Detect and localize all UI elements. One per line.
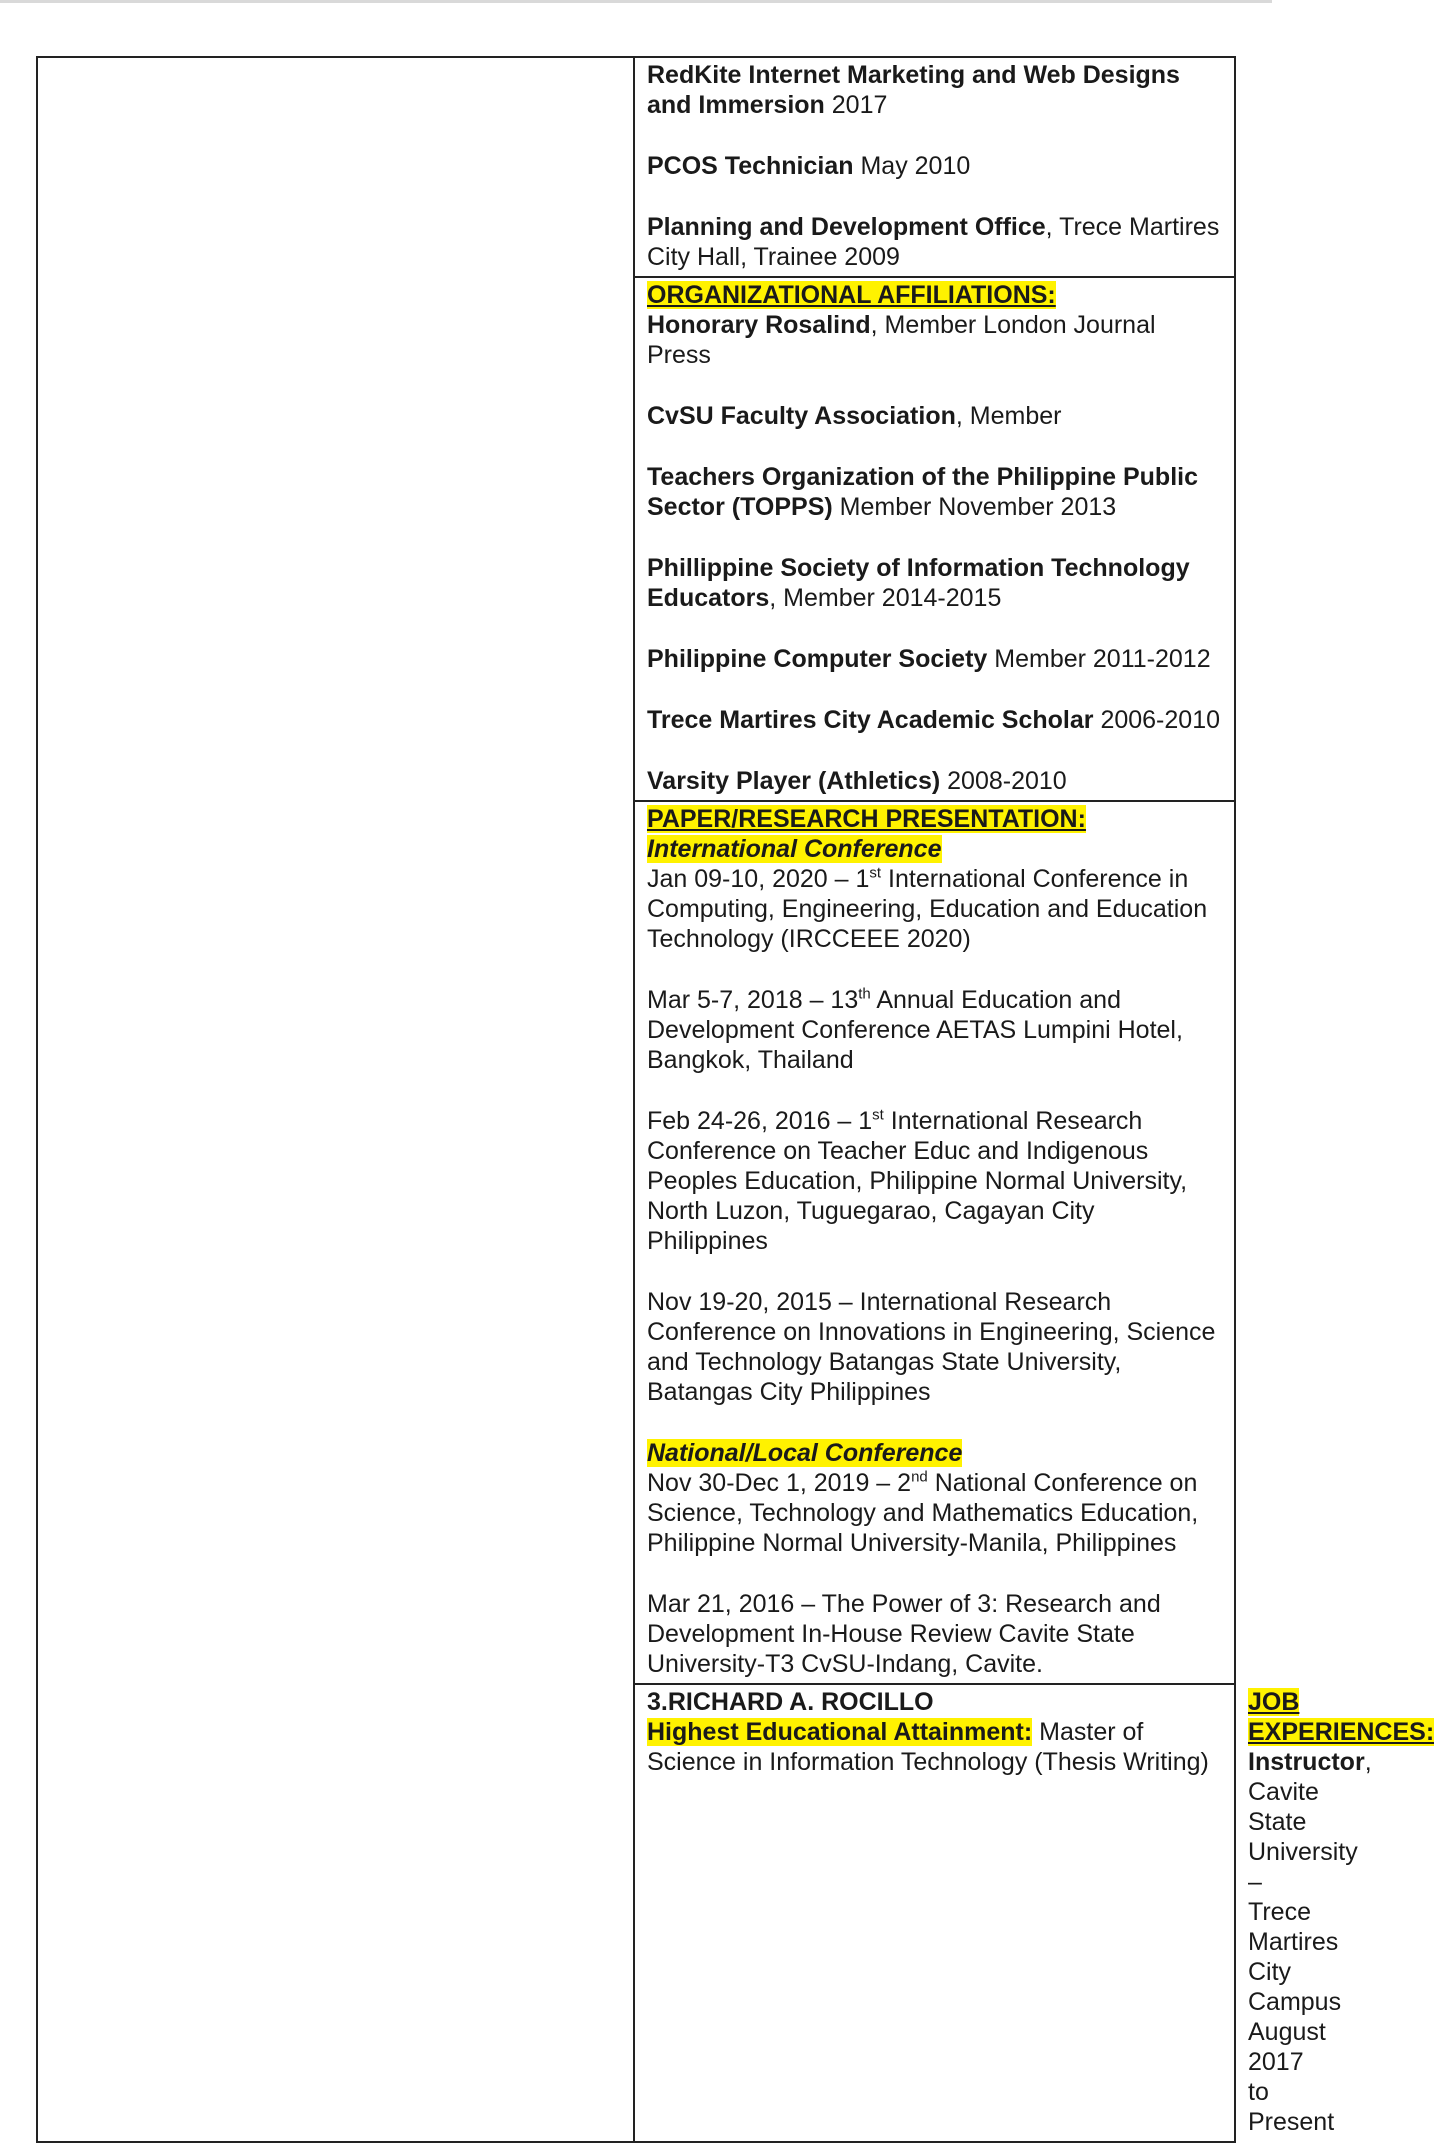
presentations-heading: PAPER/RESEARCH PRESENTATION: <box>647 805 1086 833</box>
presentation-item: Mar 5-7, 2018 – 13th Annual Education and Development Conference AETAS Lumpini Hotel, Bangkok, Thailand <box>647 985 1183 1074</box>
page-top-border <box>0 0 1272 3</box>
experience-item: RedKite Internet Marketing and Web Designs and Immersion 2017 <box>647 61 1180 119</box>
affiliations-cell <box>634 277 1235 801</box>
experience-item: PCOS Technician May 2010 <box>647 152 971 180</box>
affiliation-item: Phillippine Society of Information Technology Educators, Member 2014-2015 <box>647 554 1190 612</box>
experience-cell <box>634 57 1235 277</box>
presentation-item: Feb 24-26, 2016 – 1st International Research Conference on Teacher Educ and Indigenous Peoples Education, Philippine Normal University, North Luzon, Tuguegarao, Cagayan City Philippines <box>647 1106 1188 1255</box>
left-empty-cell <box>37 57 634 2142</box>
experience-item: Planning and Development Office, Trece Martires City Hall, Trainee 2009 <box>647 213 1220 271</box>
cv-table: RedKite Internet Marketing and Web Designs and Immersion 2017 PCOS Technician May 2010 Planning and Development Office, Trece Martires City Hall, Trainee 2009 ORGANIZATIONAL AFFILIATIONS: Honorary Rosalind, Member London Journal Press CvSU Faculty Association, Member Teachers Organization of the Philippine Public Sector (TOPPS) Member November 2013 Phillippine Society of Information Technology Educators, Member 2014-2015 Philippine Computer Society Member 2011-2012 Trece Martires City Academic Scholar 2006-2010 Varsity Player (Athletics) 2008-2010 PAPER/RESEARCH PRESENTATION: International Conference Jan 09-10, 2020 – 1st International Conference in Computing, Engineering, Education and Education Technology (IRCCEEE 2020) Mar 5-7, 2018 – 13th Annual Education and Development Conference AETAS Lumpini Hotel, Bangkok, Thailand Feb 24-26, 2016 – 1st International Research Conference on Teacher Educ and Indigenous Peoples Education, Philippine Normal University, North Luzon, Tuguegarao, Cagayan City Philippines Nov 19-20, 2015 – International Research Conference on Innovations in Engineering, Science and Technology Batangas State University, Batangas City Philippines National/Local Conference Nov 30-Dec 1, 2019 – 2nd National Conference on Science, Technology and Mathematics Education, Philippine Normal University-Manila, Philippines Mar 21, 2016 – The Power of 3: Research and Development In-House Review Cavite State University-T3 CvSU-Indang, Cavite. 3.RICHARD A. ROCILLO Highest Educational Attainment: Master of Science in Information Technology (Thesis Writing) JOB EXPERIENCES: Instructor, Cavite State University – Trece Martires City Campus August 2017 to Present <box>36 56 1236 2143</box>
affiliation-item: Varsity Player (Athletics) 2008-2010 <box>647 767 1067 795</box>
presentation-item: Nov 19-20, 2015 – International Research Conference on Innovations in Engineering, Science and Technology Batangas State University, Batangas City Philippines <box>647 1288 1216 1406</box>
international-label: International Conference <box>647 835 942 863</box>
presentations-cell <box>634 801 1235 1684</box>
affiliation-item: Teachers Organization of the Philippine Public Sector (TOPPS) Member November 2013 <box>647 463 1199 521</box>
person-cell <box>634 1684 1235 2142</box>
person-name: 3.RICHARD A. ROCILLO <box>647 1688 934 1716</box>
attainment: Highest Educational Attainment: Master of Science in Information Technology (Thesis Writing) <box>647 1718 1209 1776</box>
national-label: National/Local Conference <box>647 1439 963 1467</box>
affiliation-item: Philippine Computer Society Member 2011-2012 <box>647 645 1211 673</box>
affiliation-item: Trece Martires City Academic Scholar 2006-2010 <box>647 706 1221 734</box>
presentation-item: Mar 21, 2016 – The Power of 3: Research and Development In-House Review Cavite State University-T3 CvSU-Indang, Cavite. <box>647 1590 1161 1678</box>
affiliation-item: CvSU Faculty Association, Member <box>647 402 1062 430</box>
presentation-item: Jan 09-10, 2020 – 1st International Conference in Computing, Engineering, Education and Education Technology (IRCCEEE 2020) <box>647 864 1208 953</box>
affiliation-item: Honorary Rosalind, Member London Journal Press <box>647 311 1156 369</box>
affiliations-heading: ORGANIZATIONAL AFFILIATIONS: <box>647 281 1056 309</box>
presentation-item: Nov 30-Dec 1, 2019 – 2nd National Conference on Science, Technology and Mathematics Education, Philippine Normal University-Manila, Philippines <box>647 1468 1199 1557</box>
